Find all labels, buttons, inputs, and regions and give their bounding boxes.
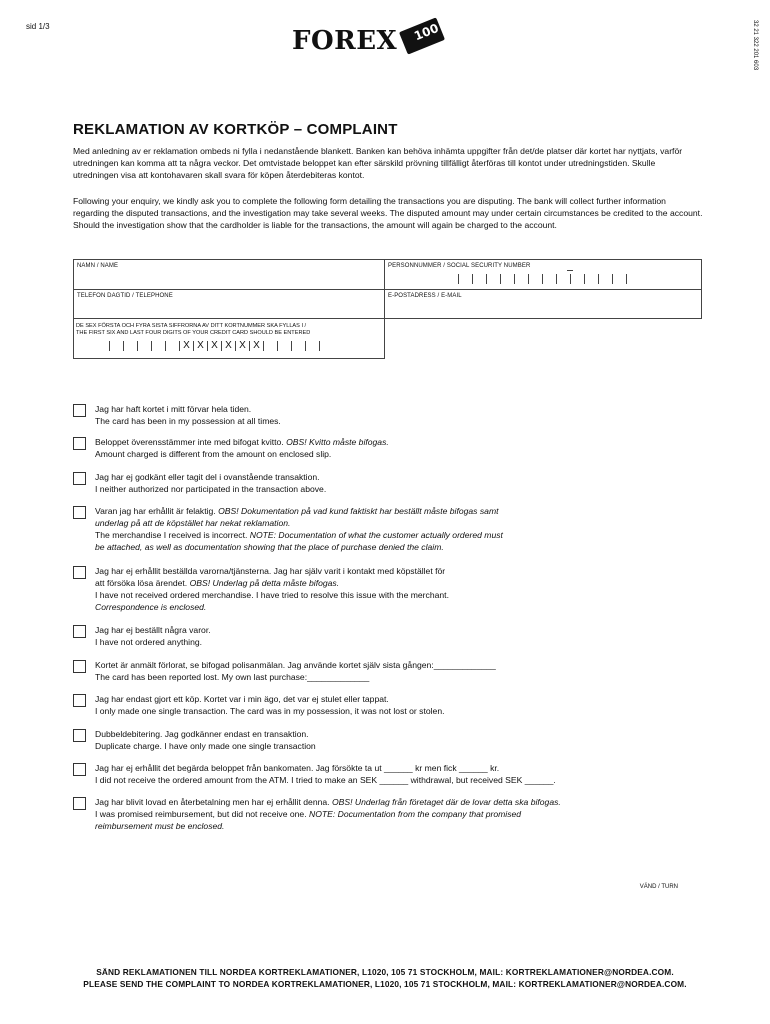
option-line: Jag har endast gjort ett köp. Kortet var i min ägo, det var ej stulet eller tappat.	[95, 694, 389, 704]
card-masked-digit: X	[236, 341, 250, 351]
option-line: I neither authorized nor participated in the transaction above.	[95, 484, 327, 494]
option-line: The card has been reported lost. My own last purchase:_____________	[95, 672, 370, 682]
card-digit-box[interactable]	[278, 341, 292, 351]
card-digit-box[interactable]	[96, 341, 110, 351]
option-line: Jag har ej godkänt eller tagit del i ovanstående transaktion.	[95, 472, 320, 482]
option-checkbox[interactable]	[73, 694, 86, 707]
page-title: REKLAMATION AV KORTKÖP – COMPLAINT	[73, 121, 398, 138]
ssn-dash	[567, 270, 573, 271]
card-masked-digit: X	[194, 341, 208, 351]
card-digit-box[interactable]	[110, 341, 124, 351]
option-line: Amount charged is different from the amount on enclosed slip.	[95, 449, 332, 459]
option-line: Jag har ej beställt några varor.	[95, 625, 211, 635]
card-masked-digit: X	[222, 341, 236, 351]
card-digit-box[interactable]	[306, 341, 320, 351]
option-line: I have not received ordered merchandise. I have tried to resolve this issue with the merchant.	[95, 590, 449, 600]
card-digit-box[interactable]	[292, 341, 306, 351]
option-checkbox[interactable]	[73, 797, 86, 810]
intro-english: Following your enquiry, we kindly ask you to complete the following form detailing the transactions you are disputing. The bank will collect further information regarding the disputed transactions, and the investigation may take several weeks. The disputed amount may under certain circumstances be credited to the account. Should the investigation show that the cardholder is liable for the transactions, the amount will again be charged to the account.	[73, 196, 703, 230]
card-digit-box[interactable]	[138, 341, 152, 351]
option-line: I have not ordered anything.	[95, 637, 203, 647]
option-line: I only made one single transaction. The card was in my possession, it was not lost or stolen.	[95, 706, 445, 716]
option-line: The card has been in my possession at all times.	[95, 416, 281, 426]
email-label: E-POSTADRESS / E-MAIL	[388, 293, 462, 299]
card-masked-digit: X	[180, 341, 194, 351]
card-number-label: DE SEX FÖRSTA OCH FYRA SISTA SIFFRORNA AV DITT KORTNUMMER SKA FYLLAS I / THE FIRST SIX AND LAST FOUR DIGITS OF YOUR CREDIT CARD SHOULD BE ENTERED	[76, 323, 311, 336]
option-checkbox[interactable]	[73, 729, 86, 742]
option-line: Jag har ej erhållit beställda varorna/tjänsterna. Jag har själv varit i kontakt med köpstället för	[95, 566, 446, 576]
option-line: I did not receive the ordered amount from the ATM. I tried to make an SEK ______ withdrawal, but received SEK ______.	[95, 775, 556, 785]
forex-logo	[292, 20, 452, 64]
card-digit-box[interactable]	[124, 341, 138, 351]
card-masked-digit: X	[208, 341, 222, 351]
option-line: reimbursement must be enclosed.	[95, 821, 225, 831]
card-number-field[interactable]	[73, 318, 385, 359]
card-digit-box[interactable]	[166, 341, 180, 351]
document-code: 32 21 322 201 603	[752, 20, 758, 71]
option-line: I was promised reimbursement, but did not receive one. NOTE: Documentation from the company that promised	[95, 809, 522, 819]
option-checkbox[interactable]	[73, 472, 86, 485]
email-field[interactable]	[384, 289, 702, 319]
option-line: att försöka lösa ärendet. OBS! Underlag på detta måste bifogas.	[95, 578, 340, 588]
phone-label: TELEFON DAGTID / TELEPHONE	[77, 293, 173, 299]
card-digit-boxes[interactable]	[96, 341, 320, 351]
option-line: The merchandise I received is incorrect. NOTE: Documentation of what the customer actually ordered must	[95, 530, 503, 540]
card-digit-box[interactable]	[264, 341, 278, 351]
ssn-field[interactable]	[384, 259, 702, 290]
name-field[interactable]	[73, 259, 385, 290]
option-checkbox[interactable]	[73, 404, 86, 417]
option-line: Jag har haft kortet i mitt förvar hela tiden.	[95, 404, 252, 414]
option-line: Jag har ej erhållit det begärda beloppet från bankomaten. Jag försökte ta ut ______ kr men fick ______ kr.	[95, 763, 500, 773]
ssn-digit-boxes[interactable]	[445, 274, 627, 284]
option-checkbox[interactable]	[73, 437, 86, 450]
footer-line-swedish: SÄND REKLAMATIONEN TILL NORDEA KORTREKLAMATIONER, L1020, 105 71 STOCKHOLM, MAIL: KORTREKLAMATIONER@NORDEA.COM.	[96, 967, 674, 977]
option-line: Correspondence is enclosed.	[95, 602, 207, 612]
footer	[0, 966, 770, 990]
option-checkbox[interactable]	[73, 566, 86, 579]
option-line: Beloppet överensstämmer inte med bifogat kvitto. OBS! Kvitto måste bifogas.	[95, 437, 389, 447]
option-line: be attached, as well as documentation showing that the place of purchase denied the claim.	[95, 542, 444, 552]
ssn-label: PERSONNUMMER / SOCIAL SECURITY NUMBER	[388, 263, 531, 269]
option-line: Duplicate charge. I have only made one single transaction	[95, 741, 316, 751]
card-digit-box[interactable]	[152, 341, 166, 351]
page-number: sid 1/3	[26, 22, 50, 31]
option-checkbox[interactable]	[73, 660, 86, 673]
banknote-icon	[399, 17, 445, 54]
card-masked-digit: X	[250, 341, 264, 351]
option-checkbox[interactable]	[73, 625, 86, 638]
turn-page-label: VÄND / TURN	[639, 884, 678, 890]
intro-swedish: Med anledning av er reklamation ombeds ni fylla i nedanstående blankett. Banken kan behöva inhämta uppgifter från det/de platser där kortet har nyttjats, varför utredningen kan komma att ta några veckor. Det omtvistade beloppet kan efter särskild prövning tillfälligt återföras till kontot under utredningstiden. Skulle utredningen visa att kontohavaren skall svara för köpen återdebiteras kontot.	[73, 146, 683, 180]
option-checkbox[interactable]	[73, 763, 86, 776]
option-line: Varan jag har erhållit är felaktig. OBS! Dokumentation på vad kund faktiskt har beställt måste bifogas samt	[95, 506, 499, 516]
option-line: underlag på att de köpstället har nekat reklamation.	[95, 518, 291, 528]
logo-text: FOREX	[292, 26, 398, 56]
name-label: NAMN / NAME	[77, 263, 119, 269]
option-line: Kortet är anmält förlorat, se bifogad polisanmälan. Jag använde kortet själv sista gången:_____________	[95, 660, 496, 670]
option-line: Jag har blivit lovad en återbetalning men har ej erhållit denna. OBS! Underlag från företaget där de lovar detta ska bifogas.	[95, 797, 561, 807]
footer-line-english: PLEASE SEND THE COMPLAINT TO NORDEA KORTREKLAMATIONER, L1020, 105 71 STOCKHOLM, MAIL: KORTREKLAMATIONER@NORDEA.COM.	[83, 979, 687, 989]
phone-field[interactable]	[73, 289, 385, 319]
option-checkbox[interactable]	[73, 506, 86, 519]
logo-note-value: 100	[412, 20, 441, 44]
option-line: Dubbeldebitering. Jag godkänner endast en transaktion.	[95, 729, 309, 739]
